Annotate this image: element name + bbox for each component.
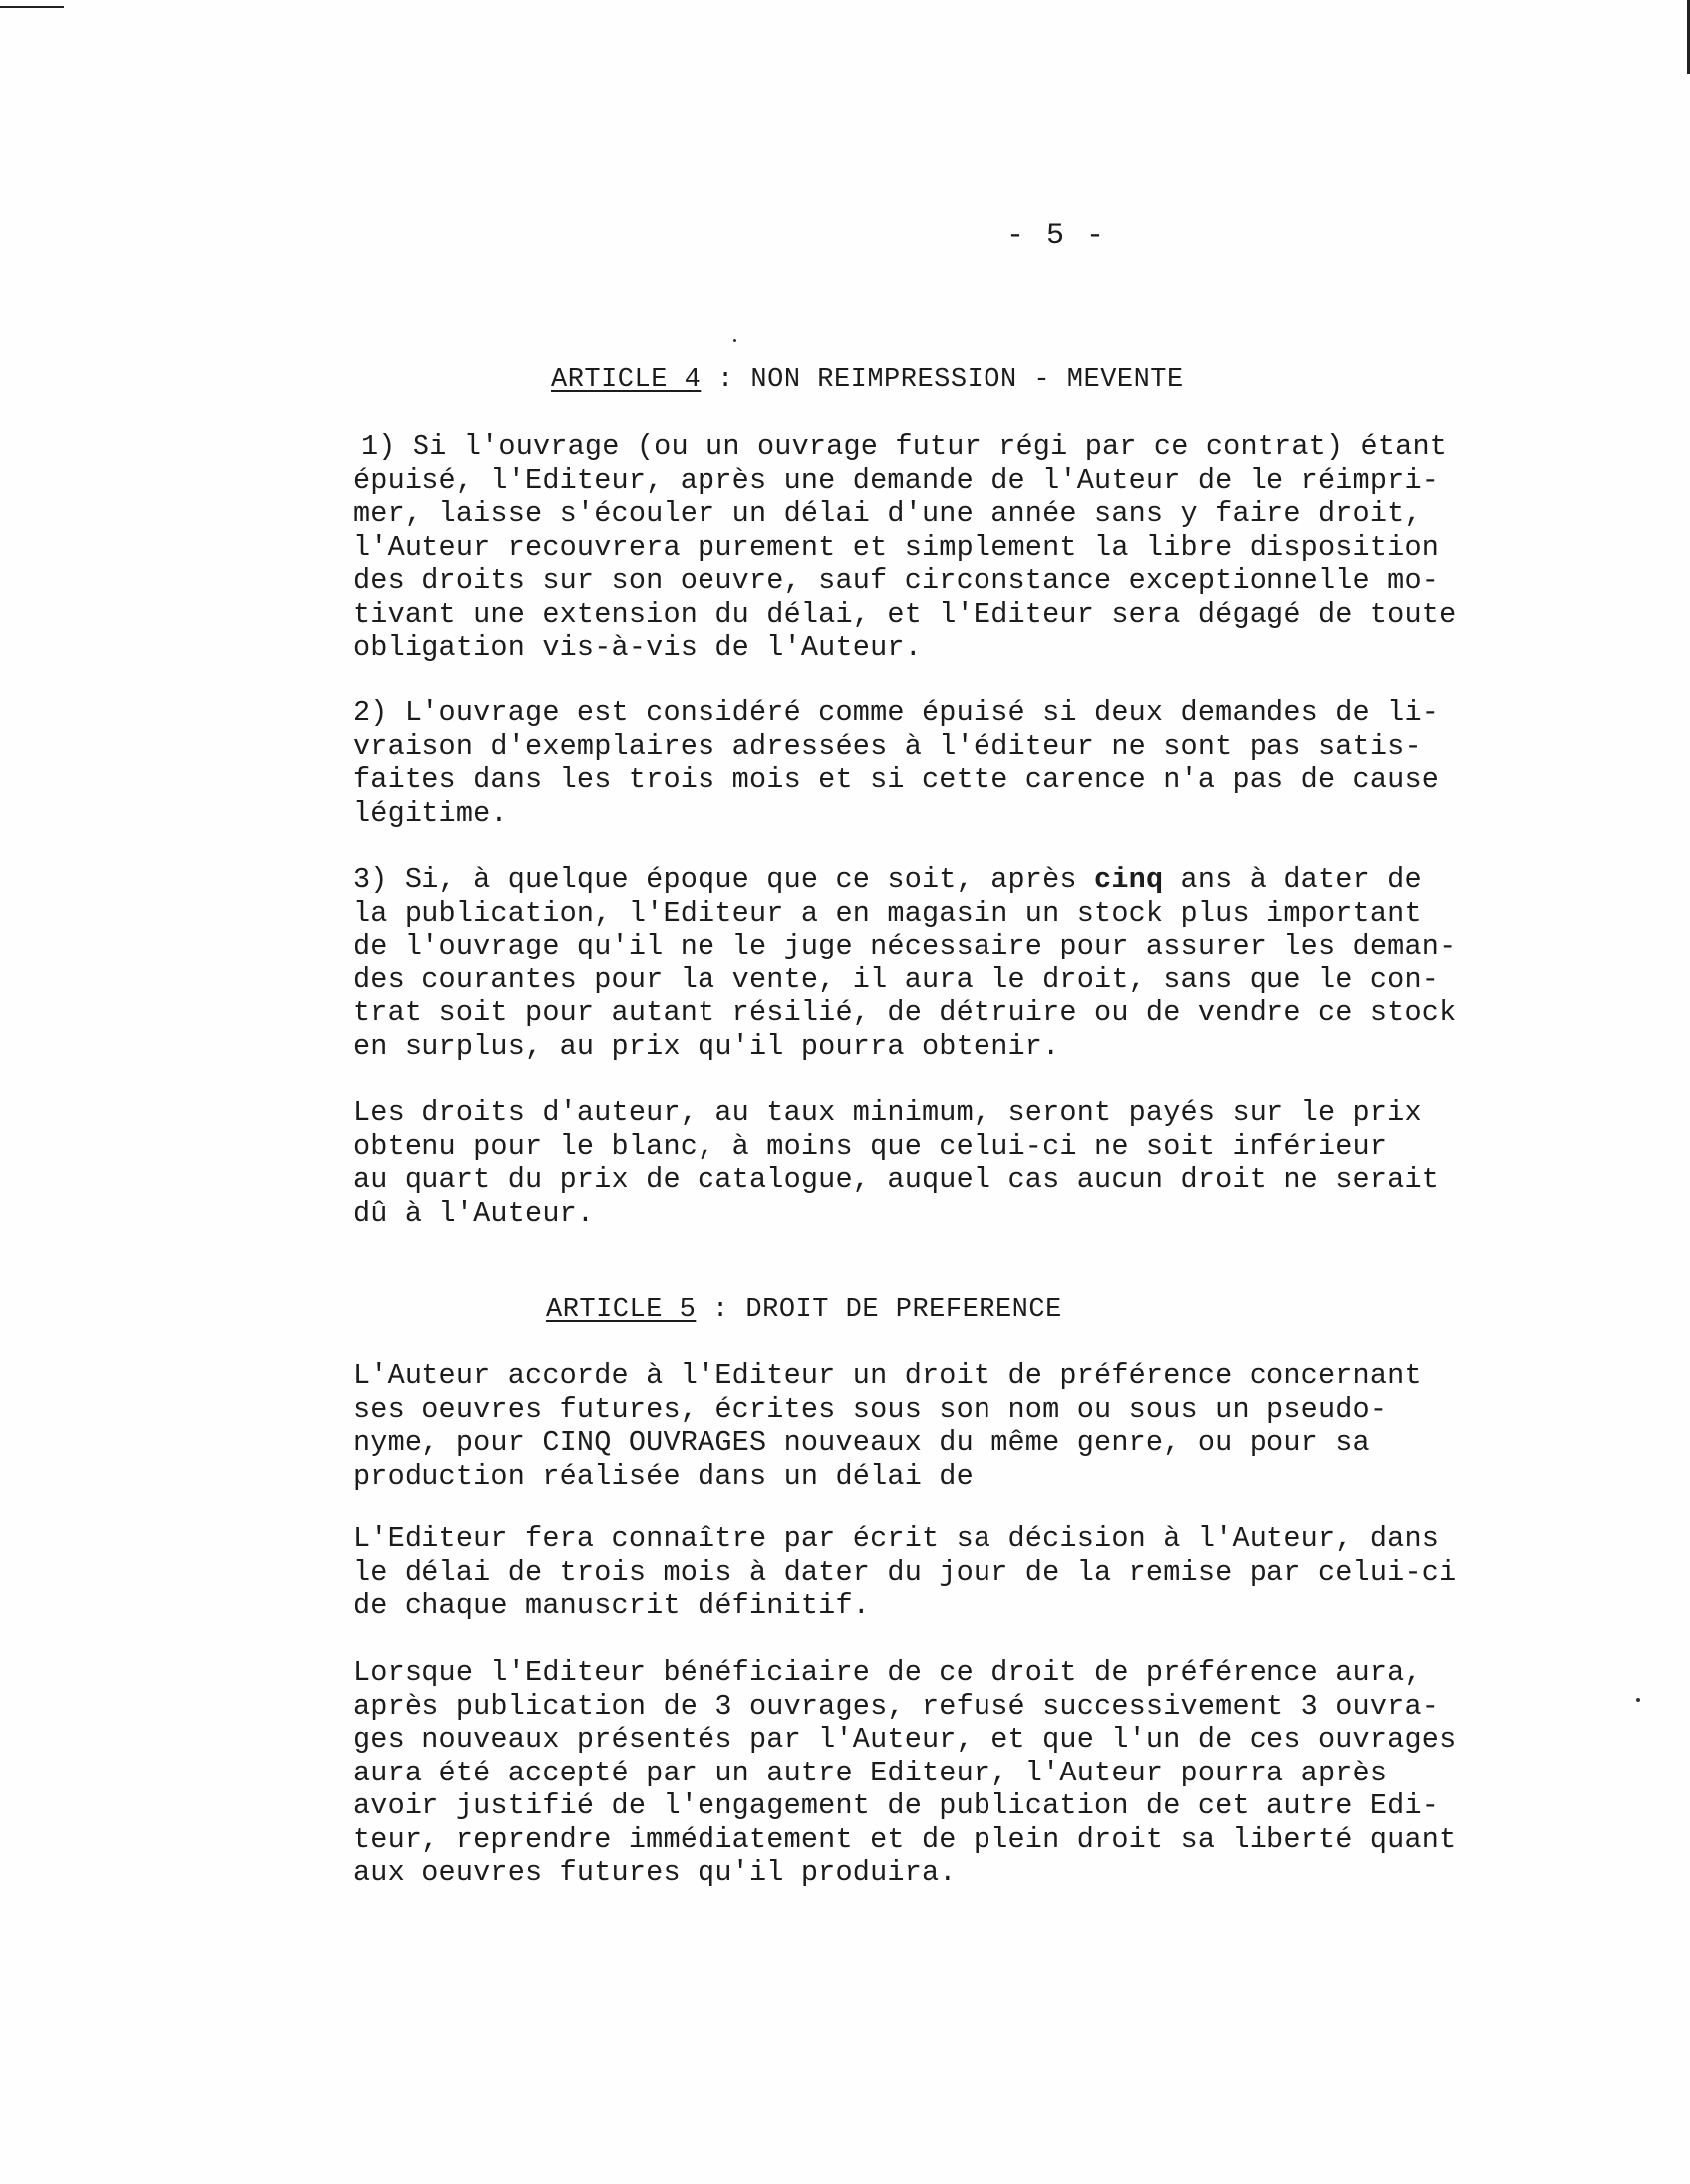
article-5-heading xyxy=(546,1295,1062,1325)
text-line: production réalisée dans un délai de xyxy=(353,1459,974,1493)
text-line: de chaque manuscrit définitif. xyxy=(353,1589,871,1622)
text-line: le délai de trois mois à dater du jour de la remise par celui-ci xyxy=(353,1555,1457,1589)
text-line: des droits sur son oeuvre, sauf circonstance exceptionnelle mo- xyxy=(353,564,1440,597)
text-line: tivant une extension du délai, et l'Editeur sera dégagé de toute xyxy=(353,597,1457,631)
text-line: ges nouveaux présentés par l'Auteur, et que l'un de ces ouvrages xyxy=(353,1723,1457,1756)
article-4-label: ARTICLE 4 xyxy=(551,365,702,395)
text-line: aura été accepté par un autre Editeur, l'Auteur pourra après xyxy=(353,1756,1388,1789)
article-5-paragraph-3 xyxy=(353,1656,1499,1890)
text-line: obtenu pour le blanc, à moins que celui-ci ne soit inférieur xyxy=(353,1129,1388,1163)
text-line: légitime. xyxy=(353,796,508,830)
article-4-paragraph-2 xyxy=(353,696,1499,830)
scan-speck xyxy=(733,339,736,342)
article-4-paragraph-4 xyxy=(353,1096,1499,1229)
text-line: faites dans les trois mois et si cette carence n'a pas de cause xyxy=(353,763,1440,796)
text-line: des courantes pour la vente, il aura le droit, sans que le con- xyxy=(353,962,1440,996)
article-4-heading xyxy=(551,365,1184,395)
text-line: nyme, pour CINQ OUVRAGES nouveaux du même genre, ou pour sa xyxy=(353,1426,1370,1459)
text-line: obligation vis-à-vis de l'Auteur. xyxy=(353,631,922,664)
text-line: vraison d'exemplaires adressées à l'éditeur ne sont pas satis- xyxy=(353,729,1422,763)
text-line: Lorsque l'Editeur bénéficiaire de ce droit de préférence aura, xyxy=(353,1656,1422,1689)
text-line: au quart du prix de catalogue, auquel cas aucun droit ne serait xyxy=(353,1163,1440,1196)
text-segment: ans à dater de xyxy=(1163,863,1422,896)
article-5-paragraph-2 xyxy=(353,1522,1499,1623)
text-line: ses oeuvres futures, écrites sous son nom ou sous un pseudo- xyxy=(353,1392,1388,1426)
bold-word: cinq xyxy=(1094,863,1164,896)
text-line: après publication de 3 ouvrages, refusé successivement 3 ouvra- xyxy=(353,1689,1440,1723)
article-4-paragraph-1 xyxy=(353,430,1499,665)
article-5-paragraph-1 xyxy=(353,1359,1499,1493)
text-line: mer, laisse s'écouler un délai d'une année sans y faire droit, xyxy=(353,497,1422,530)
scan-speck xyxy=(1636,1698,1640,1702)
text-line: L'Auteur accorde à l'Editeur un droit de préférence concernant xyxy=(353,1359,1422,1392)
text-line: avoir justifié de l'engagement de publication de cet autre Edi- xyxy=(353,1789,1440,1822)
article-5-label: ARTICLE 5 xyxy=(546,1295,697,1325)
article-4-title: : NON REIMPRESSION - MEVENTE xyxy=(701,365,1184,395)
article-5-title: : DROIT DE PREFERENCE xyxy=(696,1295,1062,1325)
article-4-paragraph-3 xyxy=(353,863,1499,1063)
text-line: l'Auteur recouvrera purement et simplement la libre disposition xyxy=(353,530,1440,564)
text-segment: 3) Si, à quelque époque que ce soit, après xyxy=(353,863,1095,896)
text-line: dû à l'Auteur. xyxy=(353,1196,595,1229)
text-line xyxy=(353,863,1499,897)
text-line: Les droits d'auteur, au taux minimum, seront payés sur le prix xyxy=(353,1096,1422,1129)
text-line: aux oeuvres futures qu'il produira. xyxy=(353,1856,957,1889)
text-line: de l'ouvrage qu'il ne le juge nécessaire pour assurer les deman- xyxy=(353,930,1457,962)
text-line: en surplus, au prix qu'il pourra obtenir. xyxy=(353,1029,1060,1063)
text-line: la publication, l'Editeur a en magasin un stock plus important xyxy=(353,896,1422,930)
text-line: teur, reprendre immédiatement et de plein droit sa liberté quant xyxy=(353,1822,1457,1856)
text-line: 2) L'ouvrage est considéré comme épuisé si deux demandes de li- xyxy=(353,696,1440,729)
scan-edge-mark-top xyxy=(0,6,64,8)
text-line: trat soit pour autant résilié, de détruire ou de vendre ce stock xyxy=(353,996,1457,1029)
page-number: - 5 - xyxy=(1006,219,1107,253)
text-line: épuisé, l'Editeur, après une demande de l'Auteur de le réimpri- xyxy=(353,463,1440,497)
text-line: 1) Si l'ouvrage (ou un ouvrage futur régi par ce contrat) étant xyxy=(361,430,1448,463)
text-line: L'Editeur fera connaître par écrit sa décision à l'Auteur, dans xyxy=(353,1522,1440,1555)
